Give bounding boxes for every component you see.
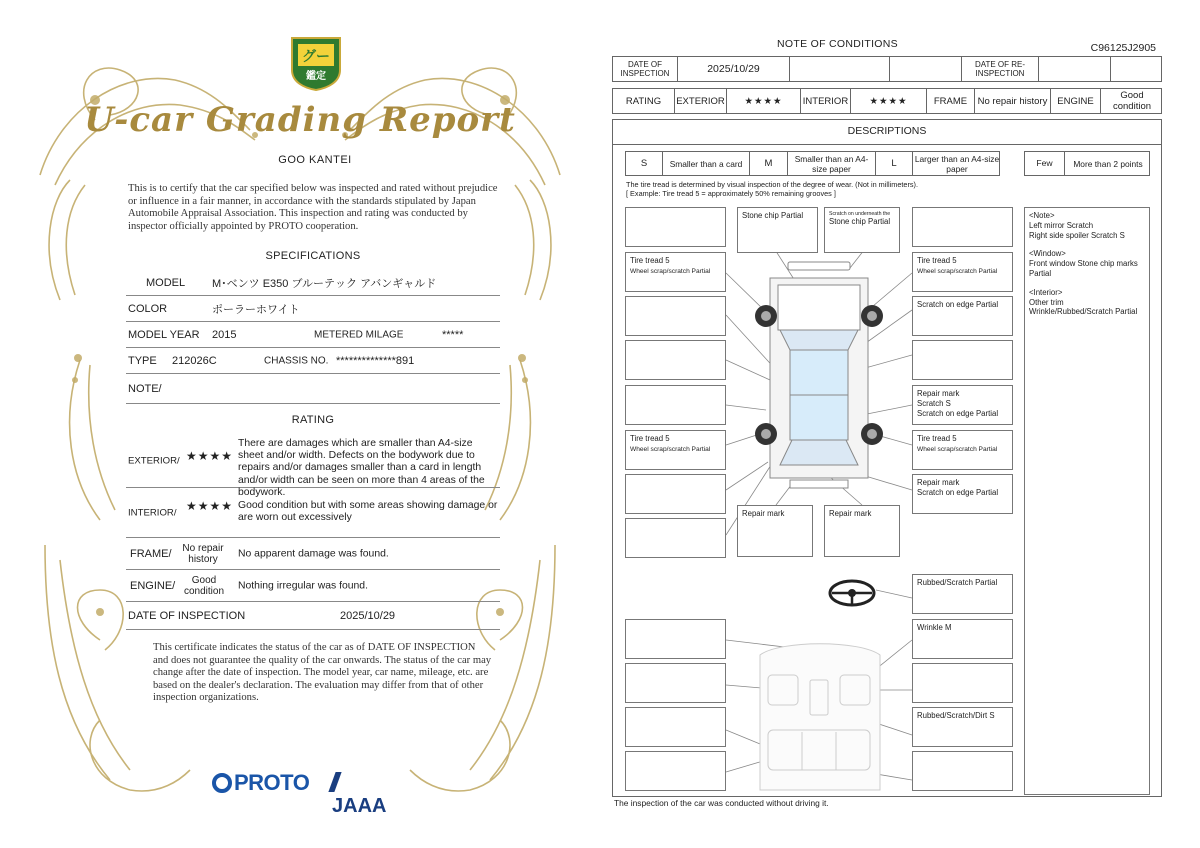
legend-text-l: Larger than an A4-size paper bbox=[914, 153, 1000, 174]
conditions-title: NOTE OF CONDITIONS bbox=[777, 38, 898, 50]
condition-box-repair-rear bbox=[912, 474, 1013, 514]
engine-label: ENGINE/ bbox=[130, 579, 176, 592]
re-inspection-label: DATE OF RE-INSPECTION bbox=[962, 57, 1039, 81]
mileage-label: METERED MILAGE bbox=[314, 329, 404, 340]
condition-text: Rubbed/Scratch Partial bbox=[917, 578, 998, 587]
condition-box-repair-mark-b bbox=[824, 505, 900, 557]
goo-kantei-badge-icon bbox=[288, 32, 344, 92]
model-row bbox=[126, 270, 500, 296]
window-line: Front window Stone chip marks Partial bbox=[1029, 259, 1138, 278]
note-row bbox=[126, 374, 500, 404]
interior-description: Good condition but with some areas showing damage or are worn out excessively bbox=[238, 500, 498, 524]
frame-label: FRAME bbox=[927, 89, 975, 113]
condition-box bbox=[625, 296, 726, 336]
condition-text: Stone chip Partial bbox=[829, 217, 891, 226]
jaaa-logo bbox=[332, 772, 402, 818]
frame-value: No repair history bbox=[975, 89, 1051, 113]
condition-box bbox=[912, 207, 1013, 247]
condition-text: Wrinkle M bbox=[917, 623, 952, 632]
condition-box bbox=[912, 663, 1013, 703]
rating-heading: RATING bbox=[291, 414, 335, 426]
certificate-intro: This is to certify that the car specified below was inspected and rated without prejudice or influence in a fair manner, in accordance with the standards stipulated by Japan Automobile Appraisal Association. This inspection and rating was conducted by inspector officially appointed by PROTO cooperation. bbox=[128, 183, 498, 232]
condition-box bbox=[625, 751, 726, 791]
condition-text-small: Wheel scrap/scratch Partial bbox=[917, 268, 998, 275]
engine-value: Good condition bbox=[1112, 90, 1152, 112]
legend-text-m: Smaller than an A4-size paper bbox=[788, 152, 876, 175]
condition-box-tire-front-right bbox=[912, 252, 1013, 292]
engine-rating-row bbox=[126, 570, 500, 602]
type-label: TYPE bbox=[128, 354, 157, 367]
condition-text-small: Scratch on underneath the bbox=[829, 211, 891, 217]
proto-mark-icon bbox=[212, 773, 232, 793]
legend-text-s: Smaller than a card bbox=[663, 152, 750, 175]
svg-text:鑑定: 鑑定 bbox=[306, 71, 326, 82]
condition-text: Tire tread 5 bbox=[917, 256, 957, 265]
date-of-inspection-label: DATE OF INSPECTION bbox=[613, 57, 678, 81]
type-row bbox=[126, 348, 500, 374]
exterior-label: EXTERIOR/ bbox=[128, 455, 180, 466]
legend-code-few: Few bbox=[1025, 152, 1065, 175]
interior-rating-row bbox=[126, 488, 500, 538]
note-label: NOTE/ bbox=[128, 382, 162, 395]
bottom-note: The inspection of the car was conducted without driving it. bbox=[614, 798, 829, 808]
inspection-date-value: 2025/10/29 bbox=[340, 609, 396, 622]
svg-text:グー: グー bbox=[302, 49, 330, 65]
interior-stars: ★★★★ bbox=[851, 89, 927, 113]
condition-box-scratch-edge bbox=[912, 296, 1013, 336]
exterior-description: There are damages which are smaller than A4-size sheet and/or width. Defects on the bodywork due to repairs and/or damages smaller than a card in length and/or width can be seen on more than 4 areas of the bodywork. bbox=[238, 438, 485, 498]
descriptions-heading: DESCRIPTIONS bbox=[847, 125, 927, 137]
condition-text: Scratch S bbox=[917, 399, 951, 408]
interior-label: INTERIOR bbox=[801, 89, 851, 113]
engine-value: Good condition bbox=[183, 574, 225, 597]
note-heading: <Note> bbox=[1029, 211, 1055, 220]
condition-box-tire-rear-right bbox=[912, 430, 1013, 470]
condition-text: Scratch on edge Partial bbox=[917, 300, 999, 309]
proto-logo-text: PROTO bbox=[234, 770, 310, 795]
condition-box bbox=[625, 340, 726, 380]
condition-text: Repair mark bbox=[742, 509, 785, 518]
model-year-row bbox=[126, 322, 500, 348]
condition-box bbox=[625, 619, 726, 659]
mileage-value: ***** bbox=[442, 328, 464, 341]
exterior-rating-row bbox=[126, 434, 500, 498]
frame-value: No repair history bbox=[182, 542, 224, 565]
blank-cell bbox=[790, 57, 890, 81]
condition-box-steering bbox=[912, 574, 1013, 614]
document-id: C96125J2905 bbox=[1090, 42, 1156, 54]
condition-text-small: Wheel scrap/scratch Partial bbox=[630, 446, 711, 453]
condition-box-stone-chip bbox=[737, 207, 818, 253]
proto-logo bbox=[212, 770, 309, 796]
condition-box-wrinkle bbox=[912, 619, 1013, 659]
divider bbox=[613, 144, 1161, 145]
condition-box-underneath bbox=[824, 207, 900, 253]
engine-label: ENGINE bbox=[1051, 89, 1101, 113]
tire-note-line-2: [ Example: Tire tread 5 = approximately 50% remaining grooves ] bbox=[626, 189, 836, 198]
few-legend bbox=[1024, 151, 1150, 176]
window-heading: <Window> bbox=[1029, 249, 1066, 259]
condition-box bbox=[625, 385, 726, 425]
legend-code-m: M bbox=[750, 152, 788, 175]
condition-box bbox=[625, 663, 726, 703]
condition-box bbox=[625, 474, 726, 514]
condition-text: Tire tread 5 bbox=[630, 434, 670, 443]
condition-text: Stone chip Partial bbox=[742, 211, 804, 220]
date-of-inspection-value: 2025/10/29 bbox=[678, 57, 790, 81]
condition-text: Scratch on edge Partial bbox=[917, 409, 999, 418]
engine-description: Nothing irregular was found. bbox=[238, 580, 368, 591]
condition-text: Repair mark bbox=[829, 509, 872, 518]
chassis-value: **************891 bbox=[336, 354, 415, 367]
interior-label: INTERIOR/ bbox=[128, 507, 177, 518]
type-value: 212026C bbox=[172, 354, 217, 367]
color-label: COLOR bbox=[128, 302, 168, 315]
frame-label: FRAME/ bbox=[130, 547, 172, 560]
model-value: M･ベンツ E350 ブルーテック アバンギャルド bbox=[212, 277, 437, 290]
model-year-label: MODEL YEAR bbox=[128, 328, 200, 341]
rating-bar bbox=[612, 88, 1162, 114]
color-value: ポーラーホワイト bbox=[212, 303, 300, 316]
color-row bbox=[126, 296, 500, 322]
condition-text: Scratch on edge Partial bbox=[917, 488, 999, 497]
notes-panel bbox=[1024, 207, 1150, 795]
interior-stars: ★★★★ bbox=[186, 499, 234, 513]
jaaa-mark-icon bbox=[328, 772, 351, 792]
window-section bbox=[1029, 249, 1145, 278]
rating-label: RATING bbox=[613, 89, 675, 113]
blank-cell bbox=[1111, 57, 1163, 81]
model-label: MODEL bbox=[146, 276, 186, 289]
exterior-stars: ★★★★ bbox=[186, 449, 234, 463]
certificate-footer: This certificate indicates the status of the car as of DATE OF INSPECTION and does not guarantee the quality of the car onwards. The status of the car may change after the date of inspection. The model year, car name, mileage, etc. are based on the dealer's declaration. The evaluation may differ from that of other inspection organizations. bbox=[153, 642, 492, 704]
exterior-label: EXTERIOR bbox=[675, 89, 727, 113]
certificate-subtitle: GOO KANTEI bbox=[278, 154, 352, 166]
condition-text: Rubbed/Scratch/Dirt S bbox=[917, 711, 995, 720]
re-inspection-value bbox=[1039, 57, 1111, 81]
condition-text: Repair mark bbox=[917, 478, 960, 487]
model-year-value: 2015 bbox=[212, 328, 237, 341]
condition-text-small: Wheel scrap/scratch Partial bbox=[630, 268, 711, 275]
condition-text: Repair mark bbox=[917, 389, 960, 398]
exterior-stars: ★★★★ bbox=[727, 89, 801, 113]
jaaa-logo-text: JAAA bbox=[332, 795, 387, 817]
inspection-date-label: DATE OF INSPECTION bbox=[128, 609, 246, 622]
interior-heading: <Interior> bbox=[1029, 287, 1063, 297]
condition-box-rubbed-dirt bbox=[912, 707, 1013, 747]
interior-line: Other trim bbox=[1029, 297, 1064, 307]
condition-box-tire-front-left bbox=[625, 252, 726, 292]
blank-cell bbox=[890, 57, 962, 81]
interior-line: Wrinkle/Rubbed/Scratch Partial bbox=[1029, 307, 1138, 317]
condition-box bbox=[912, 751, 1013, 791]
condition-box bbox=[625, 207, 726, 247]
frame-description: No apparent damage was found. bbox=[238, 548, 389, 559]
legend-code-s: S bbox=[626, 152, 663, 175]
chassis-label: CHASSIS NO. bbox=[264, 355, 329, 366]
condition-text: Tire tread 5 bbox=[917, 434, 957, 443]
frame-rating-row bbox=[126, 538, 500, 570]
inspection-date-bar bbox=[612, 56, 1162, 82]
condition-text-small: Wheel scrap/scratch Partial bbox=[917, 446, 998, 453]
certificate-title: U-car Grading Report bbox=[84, 100, 516, 140]
legend-text-few: More than 2 points bbox=[1073, 158, 1143, 169]
specifications-heading: SPECIFICATIONS bbox=[265, 250, 361, 262]
legend-code-l: L bbox=[876, 152, 913, 175]
condition-text: Tire tread 5 bbox=[630, 256, 670, 265]
condition-box-repair bbox=[912, 385, 1013, 425]
inspection-date-row bbox=[126, 602, 500, 630]
condition-box-tire-rear-left bbox=[625, 430, 726, 470]
tire-tread-note bbox=[626, 180, 996, 198]
condition-box bbox=[625, 707, 726, 747]
condition-box bbox=[912, 340, 1013, 380]
condition-box bbox=[625, 518, 726, 558]
note-line: Right side spoiler Scratch S bbox=[1029, 230, 1125, 240]
interior-section bbox=[1029, 288, 1145, 317]
size-legend bbox=[625, 151, 1000, 176]
tire-note-line-1: The tire tread is determined by visual inspection of the degree of wear. (Not in millimeters). bbox=[626, 180, 919, 189]
note-line: Left mirror Scratch bbox=[1029, 220, 1094, 230]
logos bbox=[212, 768, 402, 817]
note-section bbox=[1029, 211, 1145, 240]
condition-box-repair-mark-a bbox=[737, 505, 813, 557]
